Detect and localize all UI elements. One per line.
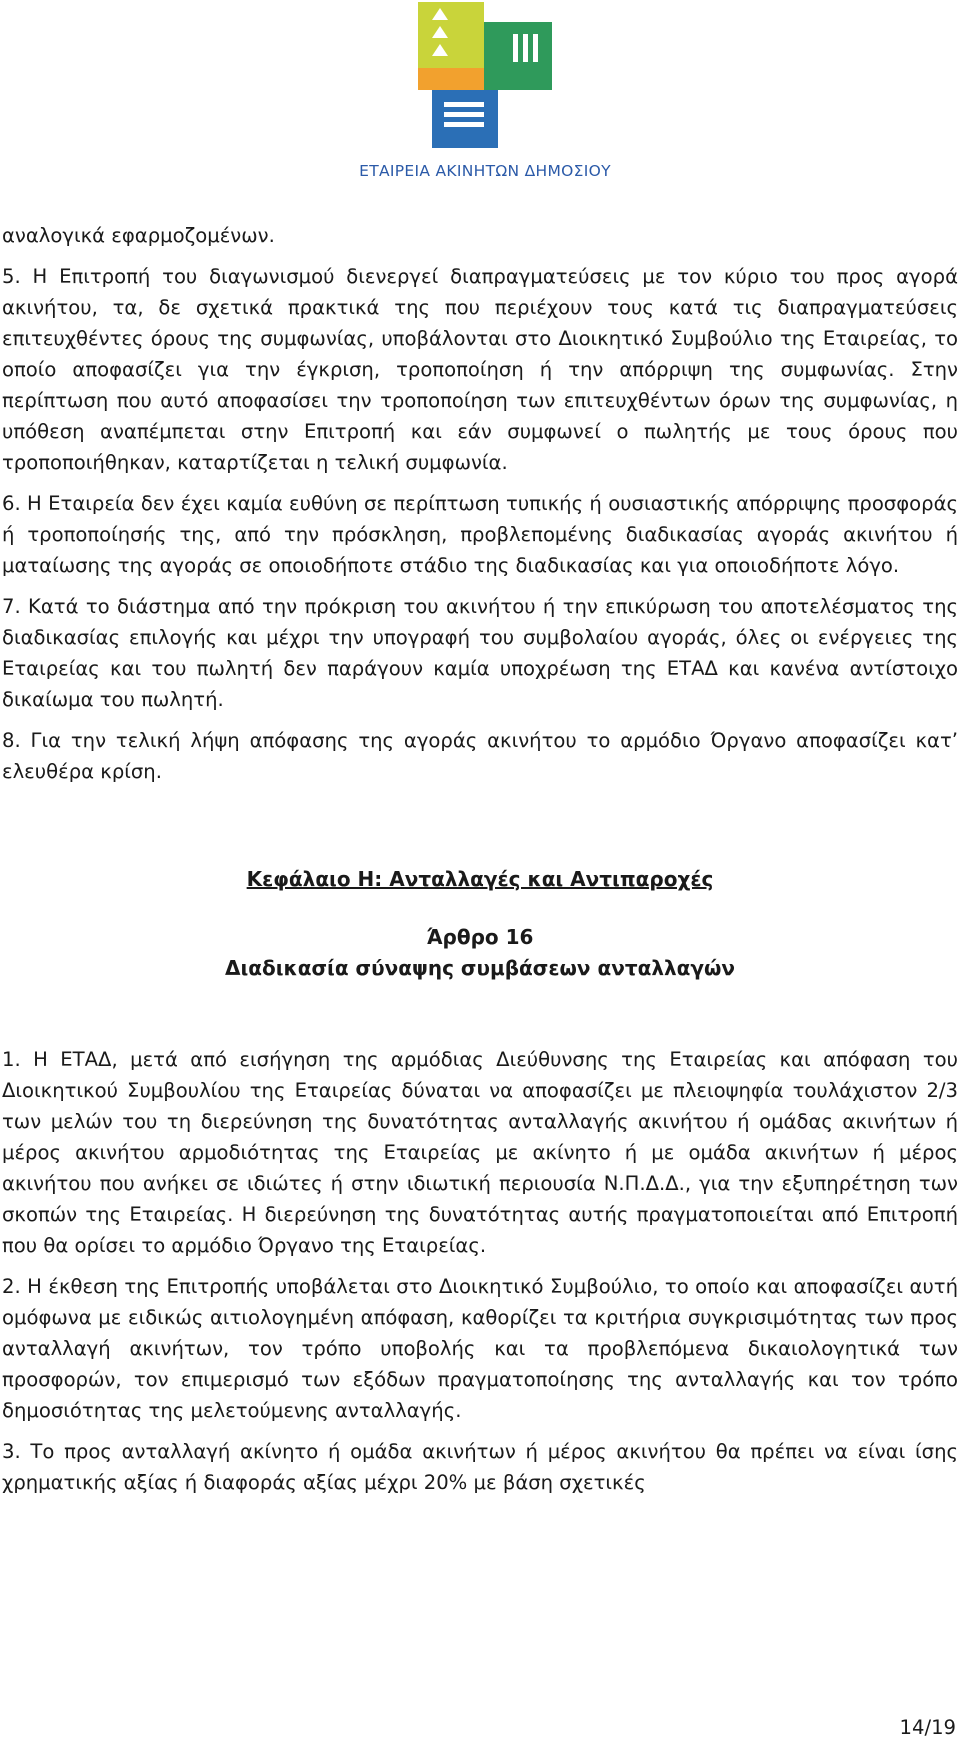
logo-mark-icon [418,2,552,152]
logo-yellow-square [418,2,484,68]
logo-stripe-3 [444,122,484,127]
article-paragraph-2: 2. Η έκθεση της Επιτροπής υποβάλεται στο Διοικητικό Συμβούλιο, το οποίο και αποφασίζει αυτή ομόφωνα με ειδικώς αιτιολογημένη απόφαση, καθορίζει τα κριτήρια συγκρισιμότητας των προς ανταλλαγή ακινήτων, τον τρόπο υποβολής και τα προβλεπόμενα δικαιολογητικά των προσφορών, τον επιμερισμό των εξόδων πραγματοποίησης της ανταλλαγής και τον τρόπο δημοσιότητας της μελετούμενης ανταλλαγής. [2,1275,958,1422]
article-title: Διαδικασία σύναψης συμβάσεων ανταλλαγών [224,956,736,980]
article-paragraph-3: 3. Το προς ανταλλαγή ακίνητο ή ομάδα ακινήτων ή μέρος ακινήτου θα πρέπει να είναι ίσης χρηματικής αξίας ή διαφοράς αξίας μέχρι 20% με βάση σχετικές [2,1440,958,1494]
article-paragraph-1: 1. Η ΕΤΑΔ, μετά από εισήγηση της αρμόδιας Διεύθυνσης της Εταιρείας και απόφαση του Διοικητικού Συμβουλίου της Εταιρείας δύναται να αποφασίζει με πλειοψηφία τουλάχιστον 2/3 των μελών του τη διερεύνηση της δυνατότητας ανταλλαγής ακινήτου ή ομάδας ακινήτων ή μέρος ακινήτου αρμοδιότητας της Εταιρείας με ακίνητο ή με ομάδα ακινήτων ή μέρος ακινήτου που ανήκει σε ιδιώτες ή στην ιδιωτική περιουσία Ν.Π.Δ.Δ., για την εξυπηρέτηση των σκοπών της Εταιρείας. Η διερεύνηση της δυνατότητας αυτής πραγματοποιείται από Επιτροπή που θα ορίσει το αρμόδιο Όργανο της Εταιρείας. [2,1048,958,1257]
logo-stripe-1 [444,102,484,107]
logo-orange-band [418,68,484,90]
paragraph-6: 6. Η Εταιρεία δεν έχει καμία ευθύνη σε περίπτωση τυπικής ή ουσιαστικής απόρριψης προσφοράς ή τροποποίησής της, από την πρόσκληση, προβλεπομένης διαδικασίας αγοράς ακινήτου ή ματαίωσης της αγοράς σε οποιοδήποτε στάδιο της διαδικασίας και για οποιοδήποτε λόγο. [2,492,958,577]
page-number: 14/19 [899,1716,956,1739]
paragraph-5: 5. Η Επιτροπή του διαγωνισμού διενεργεί διαπραγματεύσεις με τον κύριο του προς αγορά ακινήτου, τα, δε σχετικά πρακτικά της που περιέχουν τους κατά τις διαπραγματεύσεις επιτευχθέντες όρους της συμφωνίας, υποβάλονται στο Διοικητικό Συμβούλιο της Εταιρείας, το οποίο αποφασίζει για την έγκριση, τροποποίηση ή την απόρριψη της συμφωνίας. Στην περίπτωση που αυτό αποφασίσει την τροποποίηση των επιτευχθέντων όρων της συμφωνίας, η υπόθεση αναπέμπεται στην Επιτροπή και εάν συμφωνεί ο πωλητής με τους όρους που τροποποιήθηκαν, καταρτίζεται η τελική συμφωνία. [2,265,958,474]
chapter-title: Κεφάλαιο Η: Ανταλλαγές και Αντιπαροχές [246,867,714,891]
logo-bar-1 [513,34,518,62]
paragraph-7: 7. Κατά το διάστημα από την πρόκριση του ακινήτου ή την επικύρωση του αποτελέσματος της διαδικασίας επιλογής και μέχρι την υπογραφή του συμβολαίου αγοράς, όλες οι ενέργειες της Εταιρείας και του πωλητή δεν παράγουν καμία υποχρέωση της ΕΤΑΔ και κανένα αντίστοιχο δικαίωμα του πωλητή. [2,595,958,711]
company-logo [350,0,620,190]
document-body [2,220,958,1498]
logo-bar-3 [533,34,538,62]
logo-bar-2 [523,34,528,62]
logo-wordmark: ΕΤΑΙΡΕΙΑ ΑΚΙΝΗΤΩΝ ΔΗΜΟΣΙΟΥ [359,162,611,180]
logo-stripe-2 [444,112,484,117]
continuation-line: αναλογικά εφαρμοζομένων. [2,224,275,247]
logo-blue-square [432,90,498,148]
paragraph-8: 8. Για την τελική λήψη απόφασης της αγοράς ακινήτου το αρμόδιο Όργανο αποφασίζει κατ’ ελευθέρα κρίση. [2,729,958,783]
article-number: Άρθρο 16 [426,925,534,949]
